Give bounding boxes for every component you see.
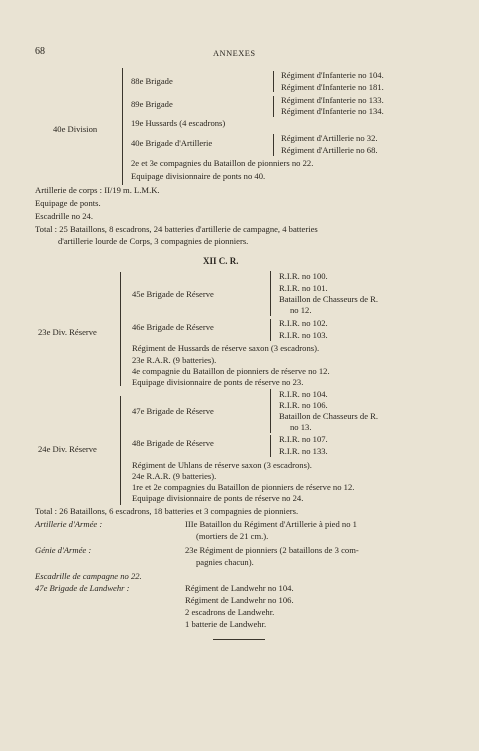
div24-equipage: Equipage divisionnaire de ponts de réserve no 24. — [132, 493, 304, 503]
running-header: ANNEXES — [213, 49, 256, 58]
b46-brace — [270, 319, 271, 341]
b45-r2: R.I.R. no 101. — [279, 283, 328, 293]
div24-uhlans: Régiment de Uhlans de réserve saxon (3 escadrons). — [132, 460, 312, 470]
b47-name: 47e Brigade de Réserve — [132, 406, 214, 416]
armee-escadrille: Escadrille de campagne no 22. — [35, 571, 142, 581]
b48-name: 48e Brigade de Réserve — [132, 438, 214, 448]
b89-brace — [273, 96, 274, 117]
b45-r3: Bataillon de Chasseurs de R. — [279, 294, 379, 304]
xii-title: XII C. R. — [203, 256, 239, 266]
div23-rar: 23e R.A.R. (9 batteries). — [132, 355, 217, 365]
b46-name: 46e Brigade de Réserve — [132, 322, 214, 332]
armee-art-label: Artillerie d'Armée : — [35, 519, 103, 529]
landwehr-r1: Régiment de Landwehr no 104. — [185, 583, 294, 593]
b89-r1: Régiment d'Infanterie no 133. — [281, 95, 384, 105]
art40-brace — [273, 134, 274, 156]
div40-brace — [122, 68, 123, 185]
b45-r1: R.I.R. no 100. — [279, 271, 328, 281]
corps-ponts: Equipage de ponts. — [35, 198, 101, 208]
landwehr-r2: Régiment de Landwehr no 106. — [185, 595, 294, 605]
b47-r1: R.I.R. no 104. — [279, 389, 328, 399]
div23-hussards: Régiment de Hussards de réserve saxon (3 escadrons). — [132, 343, 320, 353]
art40-r1: Régiment d'Artillerie no 32. — [281, 133, 378, 143]
armee-art-l1: IIIe Bataillon du Régiment d'Artillerie à pied no 1 — [185, 519, 357, 529]
b46-r1: R.I.R. no 102. — [279, 318, 328, 328]
b47-r4: no 13. — [290, 422, 312, 432]
armee-genie-l1: 23e Régiment de pionniers (2 bataillons de 3 com- — [185, 545, 359, 555]
armee-genie-label: Génie d'Armée : — [35, 545, 92, 555]
div24-pionniers: 1re et 2e compagnies du Bataillon de pionniers de réserve no 12. — [132, 482, 355, 492]
b88-brace — [273, 71, 274, 92]
b47-brace — [270, 389, 271, 433]
b48-r2: R.I.R. no 133. — [279, 446, 328, 456]
div24-brace — [120, 396, 121, 505]
b47-r3: Bataillon de Chasseurs de R. — [279, 411, 379, 421]
b88-name: 88e Brigade — [131, 76, 173, 86]
armee-art-l2: (mortiers de 21 cm.). — [196, 531, 269, 541]
landwehr-escadrons: 2 escadrons de Landwehr. — [185, 607, 275, 617]
div40-pionniers: 2e et 3e compagnies du Bataillon de pionniers no 22. — [131, 158, 314, 168]
b45-r4: no 12. — [290, 305, 312, 315]
b46-r2: R.I.R. no 103. — [279, 330, 328, 340]
div24-label: 24e Div. Réserve — [38, 444, 97, 454]
total1-line1: Total : 25 Bataillons, 8 escadrons, 24 batteries d'artillerie de campagne, 4 batteries — [35, 224, 318, 234]
armee-genie-l2: pagnies chacun). — [196, 557, 254, 567]
landwehr-label: 47e Brigade de Landwehr : — [35, 583, 130, 593]
div40-label: 40e Division — [53, 124, 98, 134]
corps-escadrille: Escadrille no 24. — [35, 211, 93, 221]
div40-equipage: Equipage divisionnaire de ponts no 40. — [131, 171, 266, 181]
b88-r1: Régiment d'Infanterie no 104. — [281, 70, 384, 80]
b45-brace — [270, 271, 271, 316]
div23-brace — [120, 272, 121, 386]
b48-r1: R.I.R. no 107. — [279, 434, 328, 444]
total1-line2: d'artillerie lourde de Corps, 3 compagnies de pionniers. — [58, 236, 249, 246]
div23-label: 23e Div. Réserve — [38, 327, 97, 337]
page-number: 68 — [35, 46, 45, 57]
b48-brace — [270, 435, 271, 457]
b89-r2: Régiment d'Infanterie no 134. — [281, 106, 384, 116]
corps-artillery: Artillerie de corps : II/19 m. L.M.K. — [35, 185, 160, 195]
div23-equipage: Equipage divisionnaire de ponts de réserve no 23. — [132, 377, 304, 387]
art40-r2: Régiment d'Artillerie no 68. — [281, 145, 378, 155]
b45-name: 45e Brigade de Réserve — [132, 289, 214, 299]
b47-r2: R.I.R. no 106. — [279, 400, 328, 410]
div40-hussards: 19e Hussards (4 escadrons) — [131, 118, 226, 128]
div24-rar: 24e R.A.R. (9 batteries). — [132, 471, 217, 481]
xii-total: Total : 26 Bataillons, 6 escadrons, 18 batteries et 3 compagnies de pionniers. — [35, 506, 299, 516]
landwehr-batterie: 1 batterie de Landwehr. — [185, 619, 267, 629]
art40-name: 40e Brigade d'Artillerie — [131, 138, 213, 148]
closing-rule — [213, 639, 265, 640]
b89-name: 89e Brigade — [131, 99, 173, 109]
div23-pionniers: 4e compagnie du Bataillon de pionniers de réserve no 12. — [132, 366, 330, 376]
b88-r2: Régiment d'Infanterie no 181. — [281, 82, 384, 92]
